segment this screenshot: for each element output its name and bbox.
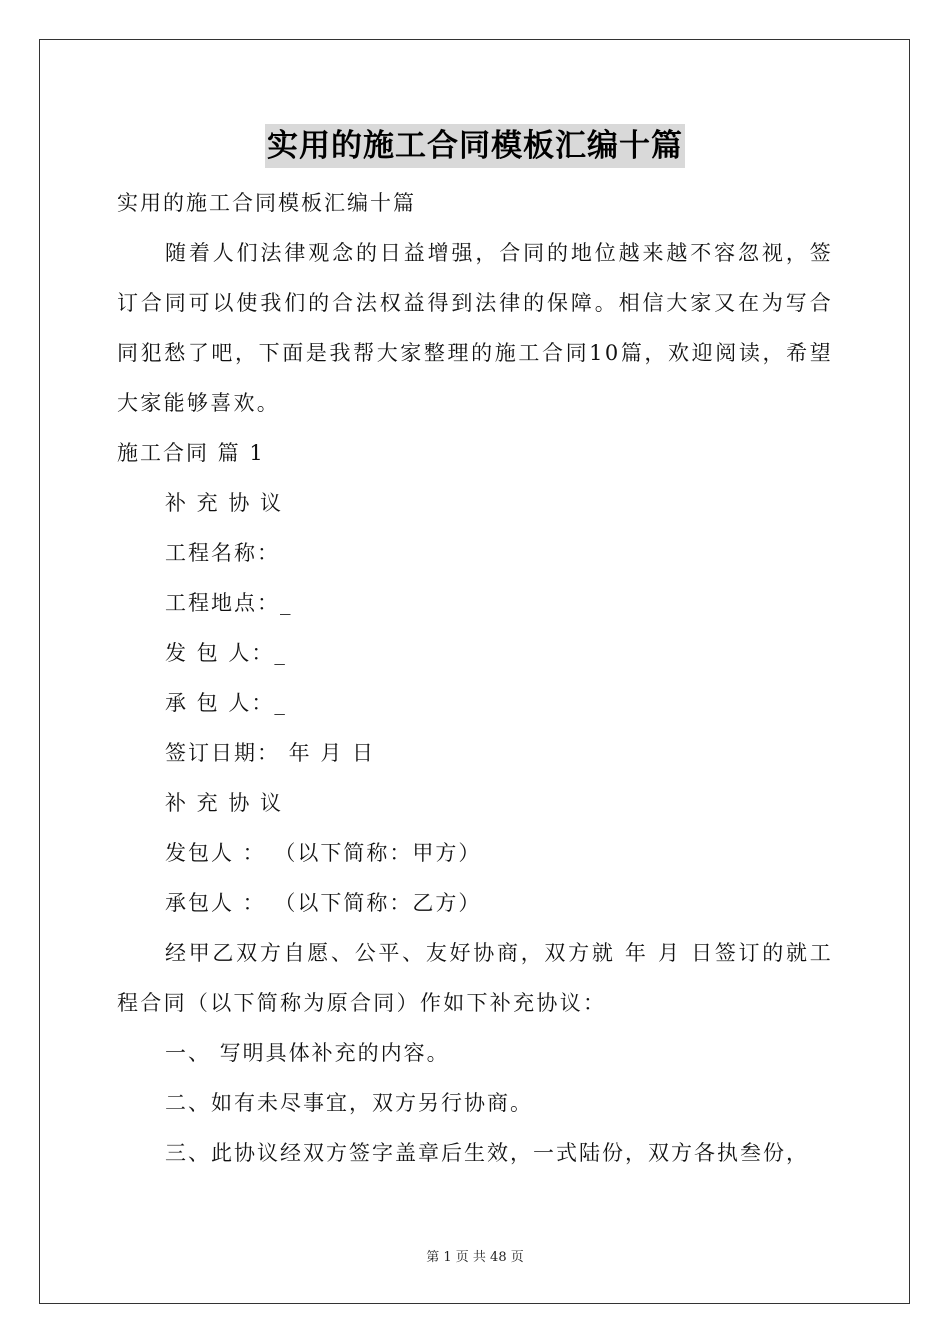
section-heading: 施工合同 篇 1 — [117, 441, 265, 465]
subtitle: 实用的施工合同模板汇编十篇 — [117, 191, 416, 215]
agreement-paragraph: 经甲乙双方自愿、公平、友好协商，双方就 年 月 日签订的就工程合同（以下简称为原合同）作如下补充协议： — [117, 941, 833, 1015]
clause-3: 三、此协议经双方签字盖章后生效，一式陆份，双方各执叁份， — [165, 1141, 809, 1165]
project-location-field: 工程地点：_ — [165, 591, 293, 615]
title-container — [0, 124, 950, 168]
page-footer: 第 1 页 共 48 页 — [426, 1250, 524, 1265]
intro-paragraph: 随着人们法律观念的日益增强，合同的地位越来越不容忽视，签订合同可以使我们的合法权益得到法律的保障。相信大家又在为写合同犯愁了吧，下面是我帮大家整理的施工合同10篇，欢迎阅读，希望大家能够喜欢。 — [117, 241, 833, 415]
clause-2: 二、如有未尽事宜，双方另行协商。 — [165, 1091, 533, 1115]
agreement-heading: 补 充 协 议 — [165, 491, 284, 515]
agreement-heading-2: 补 充 协 议 — [165, 791, 284, 815]
party-b-field: 承包人 ： （以下简称：乙方） — [165, 891, 482, 915]
project-name-field: 工程名称： — [165, 541, 280, 565]
party-a-field: 发包人 ： （以下简称：甲方） — [165, 841, 482, 865]
document-title: 实用的施工合同模板汇编十篇 — [265, 124, 685, 168]
document-body — [117, 178, 833, 1178]
employer-field: 发 包 人：_ — [165, 641, 287, 665]
clause-1: 一、 写明具体补充的内容。 — [165, 1041, 450, 1065]
contractor-field: 承 包 人：_ — [165, 691, 287, 715]
signing-date-field: 签订日期： 年 月 日 — [165, 741, 376, 765]
